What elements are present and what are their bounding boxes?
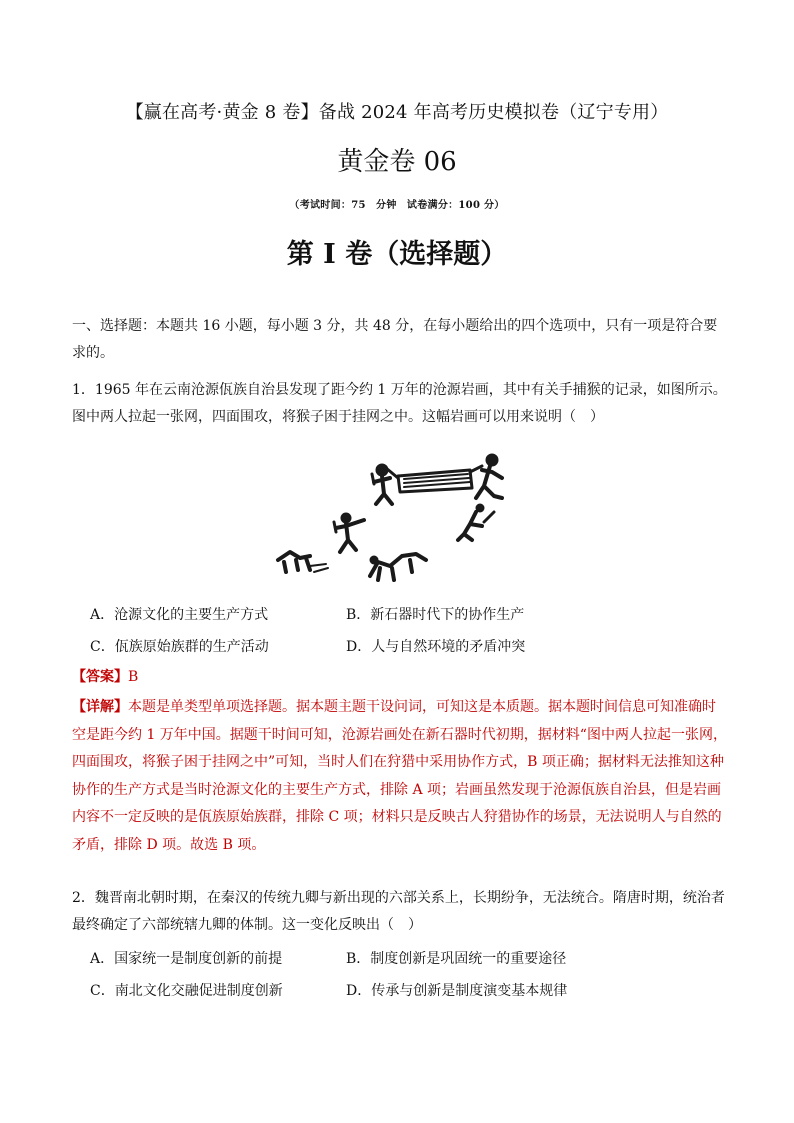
question-1-explanation <box>72 694 728 859</box>
crawling-figure-left <box>278 552 328 572</box>
crawling-figure-center <box>370 554 426 580</box>
hunter-right-figure <box>476 454 502 498</box>
answer-value: B <box>128 669 139 685</box>
option-d: D．传承与创新是制度演变基本规律 <box>346 983 568 999</box>
option-c: C．佤族原始族群的生产活动 <box>90 639 269 655</box>
option-a: A．国家统一是制度创新的前提 <box>90 951 283 967</box>
question-1-options <box>90 604 710 668</box>
question-2-stem: 2．魏晋南北朝时期，在秦汉的传统九卿与新出现的六部关系上，长期纷争，无法统合。隋唐时期，统治者最终确定了六部统辖九卿的体制。这一变化反映出（ ） <box>72 890 725 933</box>
explanation-text: 本题是单类型单项选择题。据本题主题干设问词，可知这是本质题。据本题时间信息可知准确时空是距今约 1 万年中国。据题干时间可知，沧源岩画处在新石器时代初期，据材料“图中两人拉起一张网，四面围攻，将猴子困于挂网之中”可知，当时人们在狩猎中采用协作方式，B 项正确；据材料无法推知这种协作的生产方式是当时沧源文化的主要生产方式，排除 A 项；岩画虽然发现于沧源佤族自治县，但是岩画内容不一定反映的是佤族原始族群，排除 C 项；材料只是反映古人狩猎协作的场景，无法说明人与自然的矛盾，排除 D 项。故选 B 项。 <box>72 699 727 853</box>
option-b: B．新石器时代下的协作生产 <box>346 607 525 623</box>
option-c: C．南北文化交融促进制度创新 <box>90 983 283 999</box>
paper-title: 黄金卷 06 <box>337 147 457 177</box>
exam-info: （考试时间：75 分钟 试卷满分：100 分） <box>289 200 505 211</box>
answer-tag: 【答案】 <box>72 669 128 685</box>
archer-figure <box>334 513 364 552</box>
exam-header: 【赢在高考·黄金 8 卷】备战 2024 年高考历史模拟卷（辽宁专用） <box>125 102 669 123</box>
section-instructions: 一、选择题：本题共 16 小题，每小题 3 分，共 48 分，在每小题给出的四个选项中，只有一项是符合要求的。 <box>72 318 718 361</box>
question-2-options <box>90 948 710 1012</box>
option-b: B．制度创新是巩固统一的重要途径 <box>346 951 567 967</box>
rock-painting-figure <box>270 448 530 588</box>
explanation-tag: 【详解】 <box>72 699 128 715</box>
question-1-answer <box>72 664 138 691</box>
section-title: 第 I 卷（选择题） <box>286 239 508 270</box>
question-1-stem: 1．1965 年在云南沧源佤族自治县发现了距今约 1 万年的沧源岩画，其中有关手捕猴的记录，如图所示。图中两人拉起一张网，四面围攻，将猴子困于挂网之中。这幅岩画可以用来说明（ ） <box>72 382 727 425</box>
option-a: A．沧源文化的主要生产方式 <box>90 607 269 623</box>
monkey-right-figure <box>458 504 494 540</box>
net-shape <box>386 466 482 492</box>
option-d: D．人与自然环境的矛盾冲突 <box>346 639 526 655</box>
